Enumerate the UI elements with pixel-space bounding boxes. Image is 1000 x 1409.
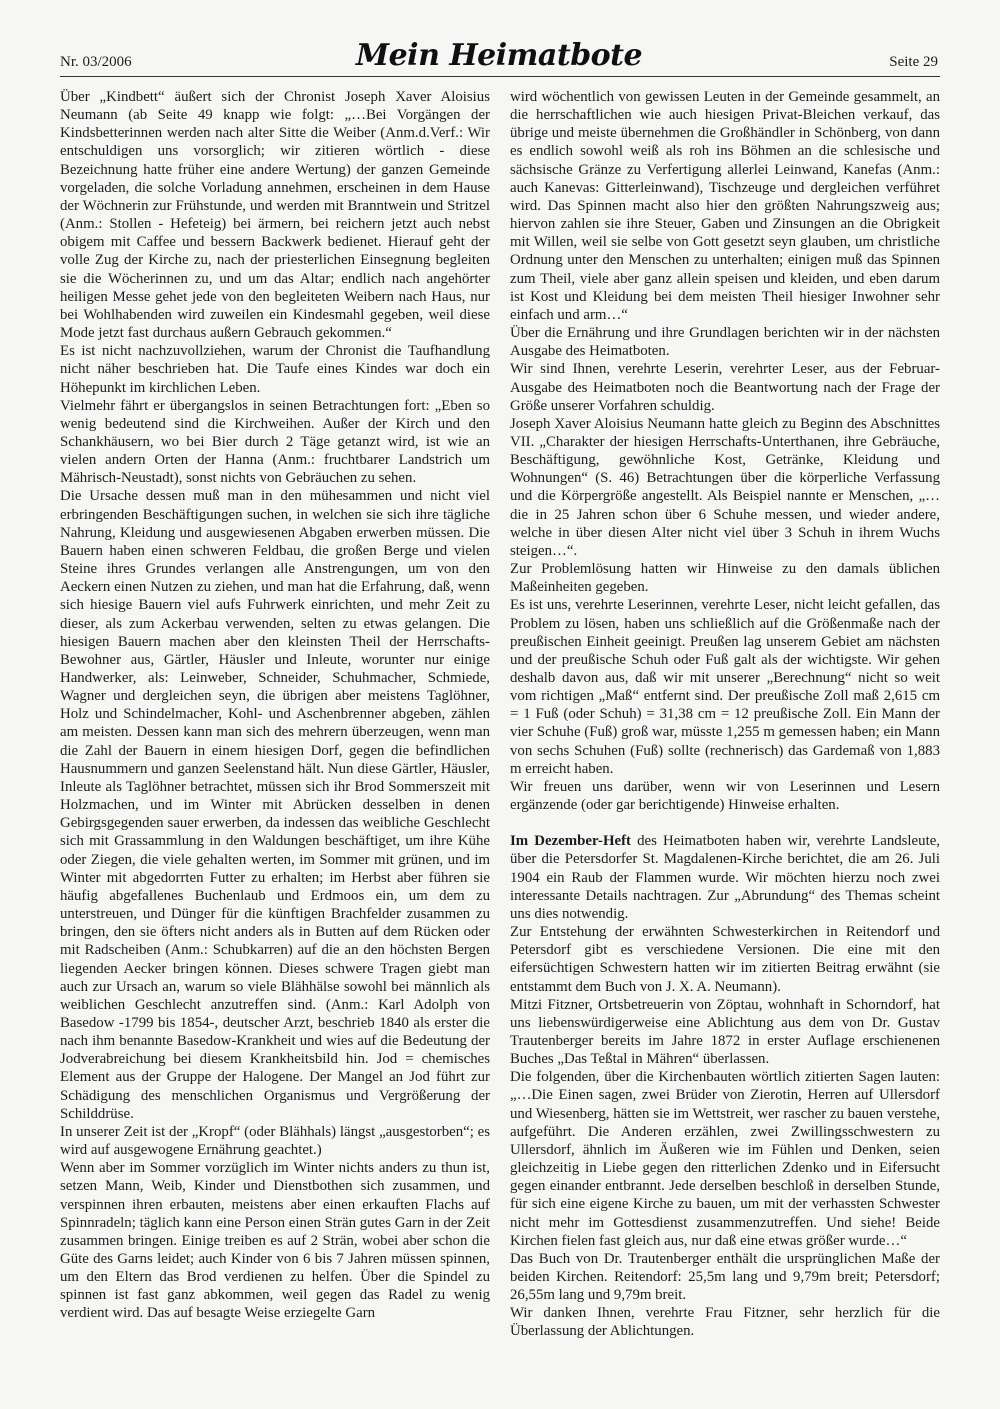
section-lead-text: des Heimatboten haben wir, verehrte Landsleute, über die Petersdorfer St. Magdalenen-Kirche berichtet, die am 26. Juli 1904 ein Raub der Flammen wurde. Wir möchten hierzu noch zwei interessante Details nachtragen. Zur „Abrundung“ des Themas scheint uns dies notwendig. xyxy=(510,833,940,922)
page-header xyxy=(60,30,938,76)
paragraph: Es ist uns, verehrte Leserinnen, verehrte Leser, nicht leicht gefallen, das Problem zu lösen, haben uns schließlich auf die Größenmaße nach der preußischen Einheit geeinigt. Preußen lag unserem Gebiet am nächsten und der preußische Schuh oder Fuß galt als der wichtigste. Wir gehen deshalb davon aus, daß wir mit unserer „Berechnung“ nicht so weit vom richtigen „Maß“ entfernt sind. Der preußische Zoll maß 2,615 cm = 1 Fuß (oder Schuh) = 31,38 cm = 12 preußische Zoll. Ein Mann der vier Schuhe (Fuß) groß war, müsste 1,255 m gemessen haben; ein Mann von sechs Schuhen (Fuß) sollte (rechnerisch) das Gardemaß von 1,883 m erreicht haben. xyxy=(510,597,940,777)
section-lead-paragraph xyxy=(510,832,940,923)
paragraph: Über „Kindbett“ äußert sich der Chronist Joseph Xaver Aloisius Neumann (ab Seite 49 knapp wie folgt: „…Bei Vorgängen der Kindsbetterinnen werden nach alter Sitte die Weiber (Anm.d.Verf.: Wir entschuldigen uns vorsorglich; wir zitieren wörtlich - diese Bezeichnung hatte früher eine andere Wertung) der ganzen Gemeinde vorgeladen, die solche Vorladung annehmen, erscheinen in dem Hause der Wöchnerin zur Frühstunde, und werden mit Branntwein und Stritzel (Anm.: Stollen - Hefeteig) bei ärmern, bei reichern jetzt auch nebst obigem mit Caffee und bessern Backwerk bedienet. Hierauf geht der volle Zug der Kirche zu, nach der priesterlichen Einsegnung begleiten sie die Wöcherinnen zu, und um das Altar; endlich nach angehörter heiligen Messe gehet jede von den begleiteten Weibern nach Haus, nur bei Wohlhabenden wird zuweilen ein Kindesmahl gegeben, weil diese Mode jetzt fast durchaus außern Gebrauch gekommen.“ xyxy=(60,89,490,342)
paragraph: Mitzi Fitzner, Ortsbetreuerin von Zöptau, wohnhaft in Schorndorf, hat uns liebenswürdigerweise eine Ablichtung aus dem von Dr. Gustav Trautenberger bereits im Jahre 1872 in erster Auflage erschienenen Buches „Das Teßtal in Mähren“ überlassen. xyxy=(510,996,940,1068)
paragraph: Die folgenden, über die Kirchenbauten wörtlich zitierten Sagen lauten: „…Die Einen sagen, zwei Brüder von Zierotin, Herren auf Ullersdorf und Wiesenberg, hätten sie im Wettstreit, wer rascher zu bauen verstehe, aufgeführt. Die Anderen erzählen, zwei Zwillingsschwestern zu Ullersdorf, ähnlich im Äußeren wie im Fühlen und Denken, seien gleichzeitig in Liebe gegen den ritterlichen Zdenko und in Eifersucht gegen einander entbrannt. Jede derselben beschloß in derselben Stunde, für sich eine eigene Kirche zu bauen, um mit der verhassten Schwester nicht mehr im Gottesdienst zusammenzutreffen. Und siehe! Beide Kirchen fielen fast gleich aus, nur daß eine etwas größer wurde…“ xyxy=(510,1069,940,1249)
paragraph: Joseph Xaver Aloisius Neumann hatte gleich zu Beginn des Abschnittes VII. „Charakter der hiesigen Herrschafts-Unterthanen, ihre Gebräuche, Beschäftigung, gewöhnliche Kost, Getränke, Kleidung und Wohnungen“ (S. 46) Betrachtungen über die körperliche Verfassung und die Körpergröße angestellt. Als Beispiel nannte er Menschen, „…die in 25 Jahren schon über 6 Schuhe messen, und wieder andere, welche in über diesen Alter nicht viel über 3 Schuh in ihrem Wuchs steigen…“. xyxy=(510,415,940,559)
paragraph: Über die Ernährung und ihre Grundlagen berichten wir in der nächsten Ausgabe des Heimatboten. xyxy=(510,325,940,360)
paragraph: Wir danken Ihnen, verehrte Frau Fitzner, sehr herzlich für die Überlassung der Ablichtungen. xyxy=(510,1305,940,1340)
paragraph: Das Buch von Dr. Trautenberger enthält die ursprünglichen Maße der beiden Kirchen. Reitendorf: 25,5m lang und 9,79m breit; Petersdorf; 26,55m lang und 9,79m breit. xyxy=(510,1250,940,1304)
paragraph: Es ist nicht nachzuvollziehen, warum der Chronist die Taufhandlung nicht näher beschrieben hat. Die Taufe eines Kindes war doch ein Höhepunkt im kirchlichen Leben. xyxy=(60,343,490,396)
masthead-logo: Mein Heimatbote xyxy=(355,38,643,73)
left-column xyxy=(60,88,490,1323)
paragraph: Die Ursache dessen muß man in den mühesammen und nicht viel erbringenden Beschäftigungen suchen, in welchen sie sich ihre tägliche Nahrung, Kleidung und ausgewiesenen Abgaben erwerben müssen. Die Bauern haben einen schweren Feldbau, die großen Berge und vielen Steine ihres Grundes verlangen alle Anstrengungen, um von den Aeckern einen Nutzen zu ziehen, und man hat die Erfahrung, daß, wenn sich hiesige Bauern viel aufs Fuhrwerk einrichten, und mehr Zeit zu dieser, als zum Ackerbau verwenden, selten zu etwas gelangen. Die hiesigen Bauern machen aber den kleinsten Theil der Herrschafts-Bewohner aus, Gärtler, Häusler und Inleute, worunter nur einige Handwerker, als: Leinweber, Schneider, Schuhmacher, Schmiede, Wagner und dergleichen seyn, die übrigen aber meistens Taglöhner, Holz und Schindelmacher, Kohl- und Aschenbrenner abgeben, zählen am meisten. Dessen kann man sich des mehrern überzeugen, wenn man die Zahl der Bauern in einem hiesigen Dorf, gegen die befindlichen Hausnummern und ganzen Seelenstand hält. Nun diese Gärtler, Häusler, Inleute als Taglöhner betrachtet, müssen sich ihr Brod Sommerszeit mit Holzmachen, und im Winter mit Abrücken desselben in denen Gebirgsgegenden sauer erwerben, da indessen das weibliche Geschlecht sich mit Grassammlung in den Waldungen beschäftiget, um ihre Kühe oder Ziegen, die viele gehalten werten, im Sommer mit grünen, und im Winter mit abgedorrten Futter zu erhalten; im Herbst aber führen sie häufig abgefallenes Buchenlaub und Erdmoos ein, um dem zu unterstreuen, und Dünger für die künftigen Brachfelder zusammen zu bringen, den sie öfters nicht anders als in Butten auf dem Rücken oder mit Radscheiben (Anm.: Schubkarren) auf die an den höchsten Bergen liegenden Aecker bringen können. Dieses schwere Tragen giebt man auch zur Ursach an, warum so viele Blähhälse sowohl bei männlich als weiblichen Geschlecht anzutreffen sind. (Anm.: Karl Adolph von Basedow -1799 bis 1854-, deutscher Arzt, beschrieb 1840 als erster die nach ihm benannte Basedow-Krankheit und wies auf die Bedeutung der Jodverabreichung bei diesem Krankheitsbild hin. Jod = chemisches Element aus der Gruppe der Halogene. Der Mangel an Jod führt zur Schädigung des menschlichen Organismus und Vergrößerung der Schilddrüse. xyxy=(60,488,490,1122)
header-rule xyxy=(60,76,940,77)
page-number: Seite 29 xyxy=(889,54,938,70)
paragraph: Zur Entstehung der erwähnten Schwesterkirchen in Reitendorf und Petersdorf gibt es verschiedene Versionen. Die eine mit den eifersüchtigen Schwestern hatten wir im zitierten Beitrag erwähnt (sie entstammt dem Buch von J. X. A. Neumann). xyxy=(510,924,940,995)
paragraph: Wenn aber im Sommer vorzüglich im Winter nichts anders zu thun ist, setzen Mann, Weib, Kinder und Dienstbothen sich zusammen, und verspinnen ihren erbauten, meistens aber einen erkauften Flachs auf Spinnradeln; täglich kann eine Person einen Strän gutes Garn in der Zeit zusammen bringen. Einige treiben es auf 2 Strän, wobei aber schon die Güte des Garns leidet; auch Kinder von 6 bis 7 Jahren müssen spinnen, um den Eltern das Brod verdienen zu helfen. Über die Spindel zu spinnen ist fast ganz abkommen, weil gegen das Radel zu wenig verdient wird. Das auf besagte Weise erziegelte Garn xyxy=(60,1160,490,1322)
paragraph: Wir freuen uns darüber, wenn wir von Leserinnen und Lesern ergänzende (oder gar berichtigende) Hinweise erhalten. xyxy=(510,778,940,814)
section-lead: Im Dezember-Heft xyxy=(510,833,631,850)
paragraph: Wir sind Ihnen, verehrte Leserin, verehrter Leser, aus der Februar-Ausgabe des Heimatboten noch die Beantwortung nach der Frage der Größe unserer Vorfahren schuldig. xyxy=(510,361,940,414)
issue-number: Nr. 03/2006 xyxy=(60,54,132,70)
right-column xyxy=(510,88,940,1341)
paragraph: Zur Problemlösung hatten wir Hinweise zu den damals üblichen Maßeinheiten gegeben. xyxy=(510,561,940,596)
paragraph: In unserer Zeit ist der „Kropf“ (oder Blähhals) längst „ausgestorben“; es wird auf ausgewogene Ernährung geachtet.) xyxy=(60,1123,490,1159)
paragraph: Vielmehr fährt er übergangslos in seinen Betrachtungen fort: „Eben so wenig bedeutend sind die Kirchweihen. Außer der Kirch und den Schankhäusern, wo bei Bier durch 2 Täge getanzt wird, ist wie an vielen andern Orten der Hanna (Anm.: fruchtbarer Landstrich um Mährisch-Neustadt), sonst nichts von Gebräuchen zu sehen. xyxy=(60,397,490,487)
paragraph: wird wöchentlich von gewissen Leuten in der Gemeinde gesammelt, an die herrschaftlichen wie auch hiesigen Privat-Bleichen verkauf, das übrige und meiste übernehmen die Großhändler in Schönberg, von dann es endlich sowohl weiß als roh ins Böhmen an die schlesische und sächsische Gränze zu Verfertigung allerlei Leinwand, Kanefas (Anm.: auch Kanevas: Gitterleinwand), Tischzeuge und dergleichen verführet wird. Das Spinnen macht also hier den größten Nahrungszweig aus; hiervon zahlen sie ihre Steuer, Gaben und Zinsungen an die Obrigkeit mit Willen, weil sie selbe von Gott gesetzt seyn glauben, um christliche Ordnung unter den Menschen zu unterhalten; einigen muß das Spinnen zum Theil, viele aber ganz allein speisen und kleiden, und eben darum ist Kost und Kleidung bei dem meisten Theil hiesiger Inwohner sehr einfach und arm…“ xyxy=(510,89,940,323)
